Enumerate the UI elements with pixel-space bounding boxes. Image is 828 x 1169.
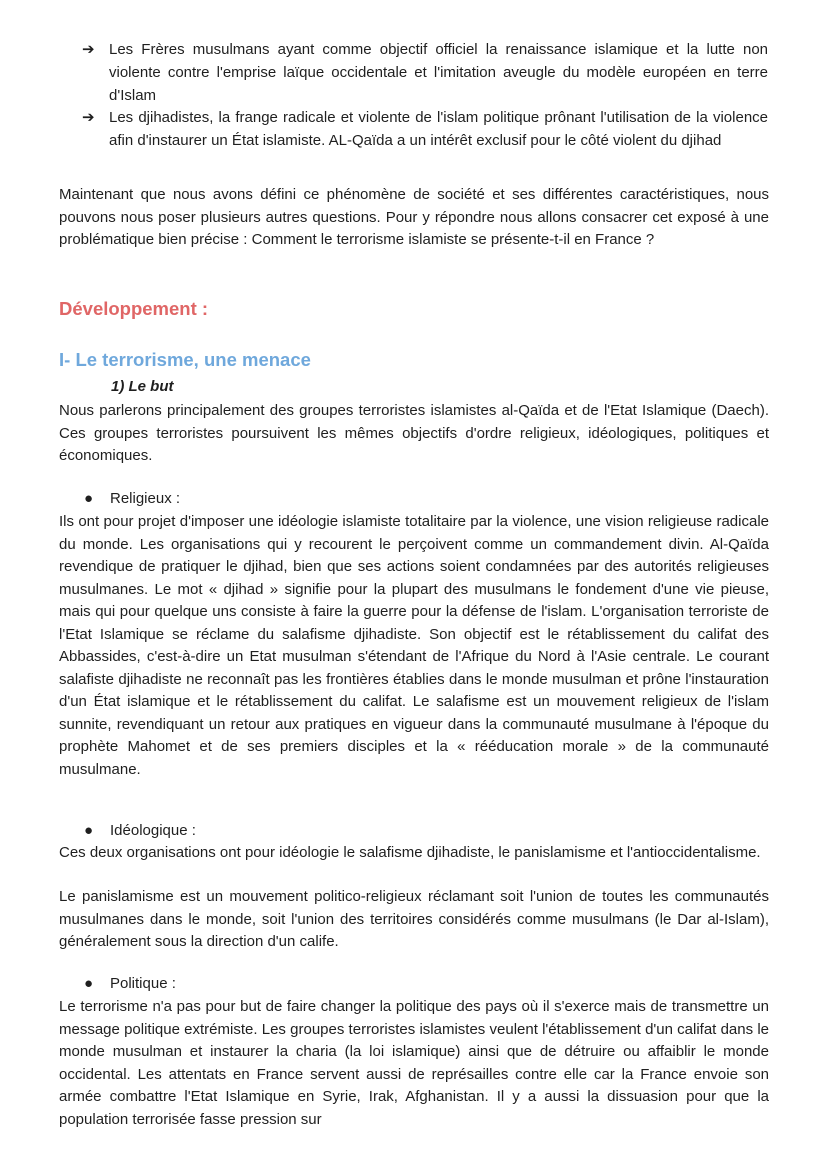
heading-section-one: I- Le terrorisme, une menace	[59, 349, 311, 370]
ideological-paragraph-2: Le panislamisme est un mouvement politico-religieux réclamant soit l'union de toutes les communautés musulmanes dans le monde, soit l'union des territoires considérés comme musulmans (le Dar al-Islam), généralement sous la direction d'un calife.	[59, 888, 769, 950]
bullet-ideological	[84, 820, 196, 842]
list-item	[82, 106, 768, 152]
heading-subsection-one: 1) Le but	[111, 378, 174, 395]
arrow-bullet-icon: ➔	[82, 109, 95, 126]
bullet-label: Politique :	[110, 975, 176, 992]
bullet-label: Idéologique :	[110, 822, 196, 839]
bullet-dot-icon: ●	[84, 490, 94, 507]
bullet-political	[84, 973, 176, 995]
bullet-label: Religieux :	[110, 490, 181, 507]
list-item	[82, 38, 768, 107]
ideological-paragraph-1: Ces deux organisations ont pour idéologie le salafisme djihadiste, le panislamisme et l'antioccidentalisme.	[59, 844, 761, 861]
section-intro-paragraph: Nous parlerons principalement des groupes terroristes islamistes al-Qaïda et de l'Etat Islamique (Daech). Ces groupes terroristes poursuivent les mêmes objectifs d'ordre religieux, idéologiques, politiques et économiques.	[59, 402, 769, 464]
list-item-text: Les djihadistes, la frange radicale et violente de l'islam politique prônant l'utilisation de la violence afin d'instaurer un État islamiste. AL-Qaïda a un intérêt exclusif pour le côté violent du djihad	[109, 109, 768, 149]
political-paragraph: Le terrorisme n'a pas pour but de faire changer la politique des pays où il s'exerce mais de transmettre un message politique extrémiste. Les groupes terroristes islamistes veulent l'établissement d'un califat dans le monde musulman et instaurer la charia (la loi islamique) ainsi que de détruire ou affaiblir le monde occidental. Les attentats en France servent aussi de représailles contre elle car la France envoie son armée combattre l'Etat Islamique en Syrie, Irak, Afghanistan. Il y a aussi la dissuasion pour que la population terrorisée fasse pression sur	[59, 998, 769, 1128]
arrow-bullet-icon: ➔	[82, 41, 95, 58]
heading-development: Développement :	[59, 298, 209, 319]
bullet-dot-icon: ●	[84, 822, 94, 839]
intro-paragraph: Maintenant que nous avons défini ce phénomène de société et ses différentes caractéristiques, nous pouvons nous poser plusieurs autres questions. Pour y répondre nous allons consacrer cet exposé à une problématique bien précise : Comment le terrorisme islamiste se présente-t-il en France ?	[59, 186, 769, 248]
bullet-religious	[84, 488, 180, 510]
bullet-dot-icon: ●	[84, 975, 94, 992]
religious-paragraph: Ils ont pour projet d'imposer une idéologie islamiste totalitaire par la violence, une vision religieuse radicale du monde. Les organisations qui y recourent le perçoivent comme un commandement divin. Al-Qaïda revendique de pratiquer le djihad, bien que ses actions soient condamnées par des autorités religieuses musulmanes. Le mot « djihad » signifie pour la plupart des musulmans le fondement d'une vie pieuse, mais qui pour quelque uns consiste à faire la guerre pour la défense de l'islam. L'organisation terroriste de l'Etat Islamique se réclame du salafisme djihadiste. Son objectif est le rétablissement du califat des Abbassides, c'est-à-dire un Etat musulman s'étendant de l'Afrique du Nord à l'Asie centrale. Le courant salafiste djihadiste ne reconnaît pas les frontières établies dans le monde musulman et prône l'instauration d'un État islamique et le rétablissement du califat. Le salafisme est un mouvement religieux de l'islam sunnite, revendiquant un retour aux pratiques en vigueur dans la communauté musulmane à l'époque du prophète Mahomet et de ses premiers disciples et la « rééducation morale » de la communauté musulmane.	[59, 513, 769, 778]
list-item-text: Les Frères musulmans ayant comme objectif officiel la renaissance islamique et la lutte non violente contre l'emprise laïque occidentale et l'imitation aveugle du modèle européen en terre d'Islam	[109, 41, 768, 104]
